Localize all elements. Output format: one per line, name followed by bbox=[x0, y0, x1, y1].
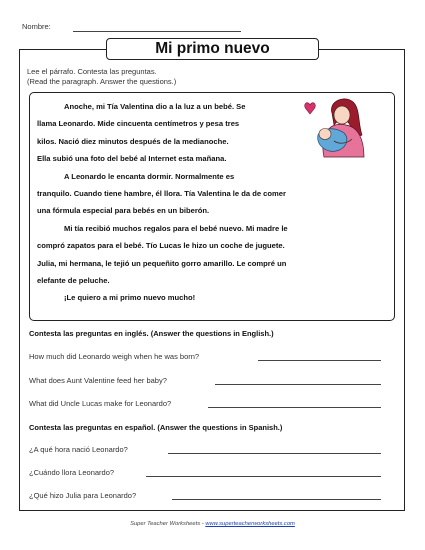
instructions-english: (Read the paragraph. Answer the questions.) bbox=[27, 77, 177, 86]
passage-line: elefante de peluche. bbox=[37, 276, 110, 286]
english-question-3: What did Uncle Lucas make for Leonardo? bbox=[29, 399, 172, 408]
passage-line: tranquilo. Cuando tiene hambre, él llora. Tía Valentina le da de comer bbox=[37, 189, 286, 199]
instructions bbox=[27, 67, 176, 87]
english-section-heading: Contesta las preguntas en inglés. (Answer the questions in English.) bbox=[29, 329, 274, 338]
passage-line: llama Leonardo. Mide cincuenta centímetros y pesa tres bbox=[37, 119, 240, 129]
passage-line: compró zapatos para el bebé. Tío Lucas le hizo un coche de juguete. bbox=[37, 241, 285, 251]
instructions-spanish: Lee el párrafo. Contesta las preguntas. bbox=[27, 67, 157, 76]
spanish-question-2: ¿Cuándo llora Leonardo? bbox=[29, 468, 115, 477]
footer bbox=[0, 521, 425, 527]
answer-line[interactable] bbox=[168, 453, 381, 454]
answer-line[interactable] bbox=[172, 499, 381, 500]
answer-line[interactable] bbox=[258, 360, 381, 361]
baby-face bbox=[319, 129, 331, 140]
english-question-2: What does Aunt Valentine feed her baby? bbox=[29, 376, 167, 385]
footer-url-link[interactable]: www.superteacherworksheets.com bbox=[205, 521, 295, 527]
english-question-1: How much did Leonardo weigh when he was born? bbox=[29, 352, 200, 361]
passage-line: Julia, mi hermana, le tejió un pequeñito gorro amarillo. Le compré un bbox=[37, 258, 287, 268]
passage-line: kilos. Nació diez minutos después de la medianoche. bbox=[37, 136, 229, 146]
passage-line: Mi tía recibió muchos regalos para el bebé nuevo. Mi madre le bbox=[64, 223, 288, 233]
mother-face bbox=[334, 106, 350, 124]
spanish-section-heading: Contesta las preguntas en español. (Answer the questions in Spanish.) bbox=[29, 423, 283, 432]
heart-icon bbox=[305, 103, 316, 114]
passage-line: una fórmula especial para bebés en un biberón. bbox=[37, 206, 210, 216]
mother-holding-baby-illustration bbox=[298, 95, 380, 159]
answer-line[interactable] bbox=[208, 407, 381, 408]
passage-line: A Leonardo le encanta dormir. Normalmente es bbox=[64, 171, 235, 181]
answer-line[interactable] bbox=[215, 384, 381, 385]
spanish-question-1: ¿A qué hora nació Leonardo? bbox=[29, 445, 128, 454]
passage-line: Anoche, mi Tía Valentina dio a la luz a un bebé. Se bbox=[64, 102, 246, 111]
page-title: Mi primo nuevo bbox=[106, 38, 319, 60]
name-label: Nombre: bbox=[22, 22, 51, 31]
spanish-question-3: ¿Qué hizo Julia para Leonardo? bbox=[29, 491, 137, 500]
passage-line: Ella subió una foto del bebé al Internet esta mañana. bbox=[37, 154, 227, 164]
answer-line[interactable] bbox=[146, 476, 381, 477]
footer-separator: - bbox=[201, 521, 204, 527]
footer-brand: Super Teacher Worksheets bbox=[130, 521, 201, 527]
passage-line: ¡Le quiero a mi primo nuevo mucho! bbox=[64, 293, 196, 303]
name-blank-line[interactable] bbox=[73, 31, 241, 32]
